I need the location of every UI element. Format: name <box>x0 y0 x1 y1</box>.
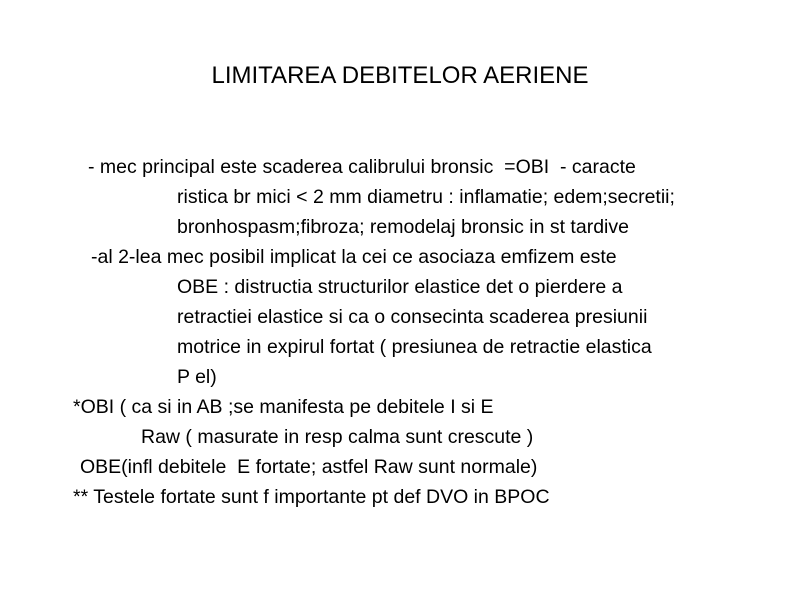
slide-title: LIMITAREA DEBITELOR AERIENE <box>211 62 589 89</box>
body-line: OBE(infl debitele E fortate; astfel Raw sunt normale) <box>80 456 538 478</box>
body-line: - mec principal este scaderea calibrului bronsic =OBI - caracte <box>88 156 636 178</box>
body-line: *OBI ( ca si in AB ;se manifesta pe debitele I si E <box>73 396 494 418</box>
body-line: ristica br mici < 2 mm diametru : inflamatie; edem;secretii; <box>177 186 675 208</box>
body-line: motrice in expirul fortat ( presiunea de retractie elastica <box>177 336 652 358</box>
body-line: bronhospasm;fibroza; remodelaj bronsic in st tardive <box>177 216 629 238</box>
body-line: retractiei elastice si ca o consecinta scaderea presiunii <box>177 306 648 328</box>
body-line: ** Testele fortate sunt f importante pt def DVO in BPOC <box>73 486 550 508</box>
body-line: Raw ( masurate in resp calma sunt crescute ) <box>141 426 534 448</box>
body-line: P el) <box>177 366 217 388</box>
body-line: -al 2-lea mec posibil implicat la cei ce asociaza emfizem este <box>91 246 617 268</box>
body-line: OBE : distructia structurilor elastice det o pierdere a <box>177 276 623 298</box>
